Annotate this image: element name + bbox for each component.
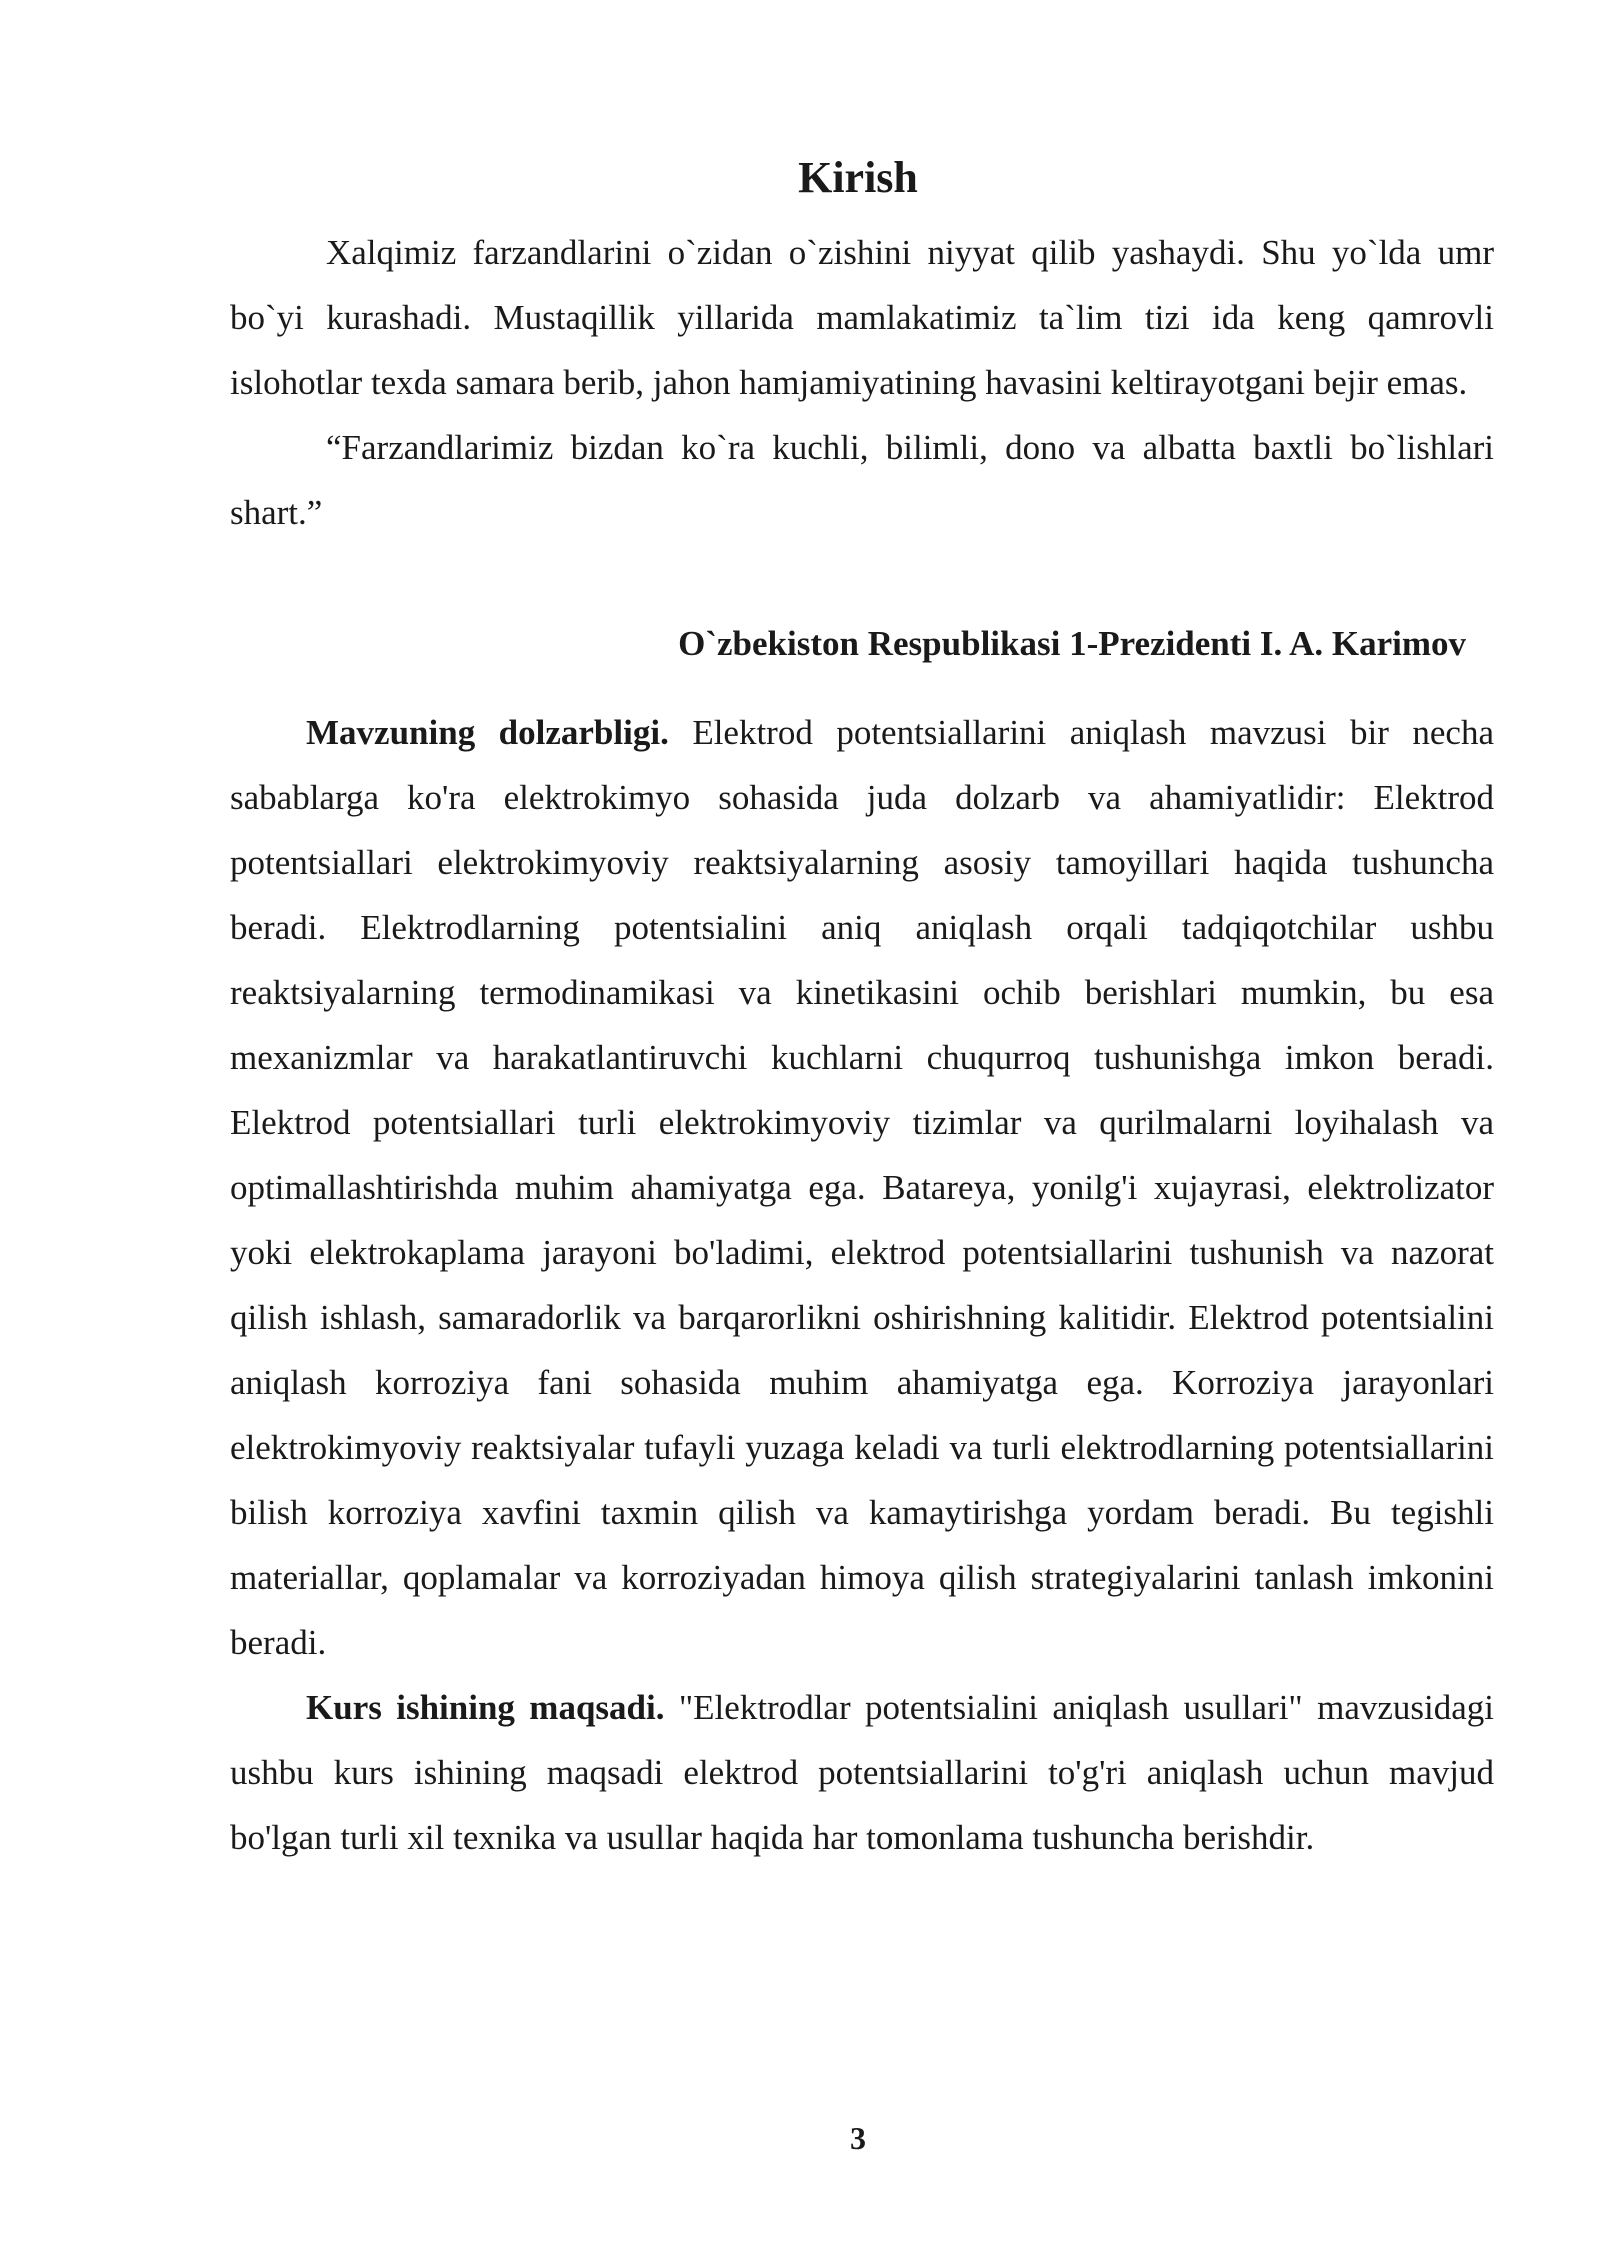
intro-block xyxy=(230,220,1494,545)
page-number: 3 xyxy=(850,2120,866,2156)
goal-paragraph xyxy=(230,1675,1494,1870)
relevance-paragraph xyxy=(230,700,1494,1675)
section-heading: Kirish xyxy=(798,153,918,202)
main-text-block xyxy=(230,700,1494,1870)
quote-paragraph: “Farzandlarimiz bizdan ko`ra kuchli, bilimli, dono va albatta baxtli bo`lishlari shart.” xyxy=(230,428,1494,532)
intro-paragraph: Xalqimiz farzandlarini o`zidan o`zishini niyyat qilib yashaydi. Shu yo`lda umr bo`yi kurashadi. Mustaqillik yillarida mamlakatimiz ta`lim tizi ida keng qamrovli islohotlar texda samara berib, jahon hamjamiyatining havasini keltirayotgani bejir emas. xyxy=(230,233,1494,402)
quote-attribution: O`zbekiston Respublikasi 1-Prezidenti I. A. Karimov xyxy=(678,624,1466,663)
goal-text: "Elektrodlar potentsialini aniqlash usullari" mavzusidagi ushbu kurs ishining maqsadi elektrod potentsiallarini to'g'ri aniqlash uchun mavjud bo'lgan turli xil texnika va usullar haqida har tomonlama tushuncha berishdir. xyxy=(230,1688,1495,1857)
relevance-lead: Mavzuning dolzarbligi. xyxy=(306,713,669,752)
goal-lead: Kurs ishining maqsadi. xyxy=(306,1688,665,1727)
relevance-text: Elektrod potentsiallarini aniqlash mavzusi bir necha sabablarga ko'ra elektrokimyo sohasida juda dolzarb va ahamiyatlidir: Elektrod potentsiallari elektrokimyoviy reaktsiyalarning asosiy tamoyillari haqida tushuncha beradi. Elektrodlarning potentsialini aniq aniqlash orqali tadqiqotchilar ushbu reaktsiyalarning termodinamikasi va kinetikasini ochib berishlari mumkin, bu esa mexanizmlar va harakatlantiruvchi kuchlarni chuqurroq tushunishga imkon beradi. Elektrod potentsiallari turli elektrokimyoviy tizimlar va qurilmalarni loyihalash va optimallashtirishda muhim ahamiyatga ega. Batareya, yonilg'i xujayrasi, elektrolizator yoki elektrokaplama jarayoni bo'ladimi, elektrod potentsiallarini tushunish va nazorat qilish ishlash, samaradorlik va barqarorlikni oshirishning kalitidir. Elektrod potentsialini aniqlash korroziya fani sohasida muhim ahamiyatga ega. Korroziya jarayonlari elektrokimyoviy reaktsiyalar tufayli yuzaga keladi va turli elektrodlarning potentsiallarini bilish korroziya xavfini taxmin qilish va kamaytirishga yordam beradi. Bu tegishli materiallar, qoplamalar va korroziyadan himoya qilish strategiyalarini tanlash imkonini beradi. xyxy=(230,713,1494,1662)
